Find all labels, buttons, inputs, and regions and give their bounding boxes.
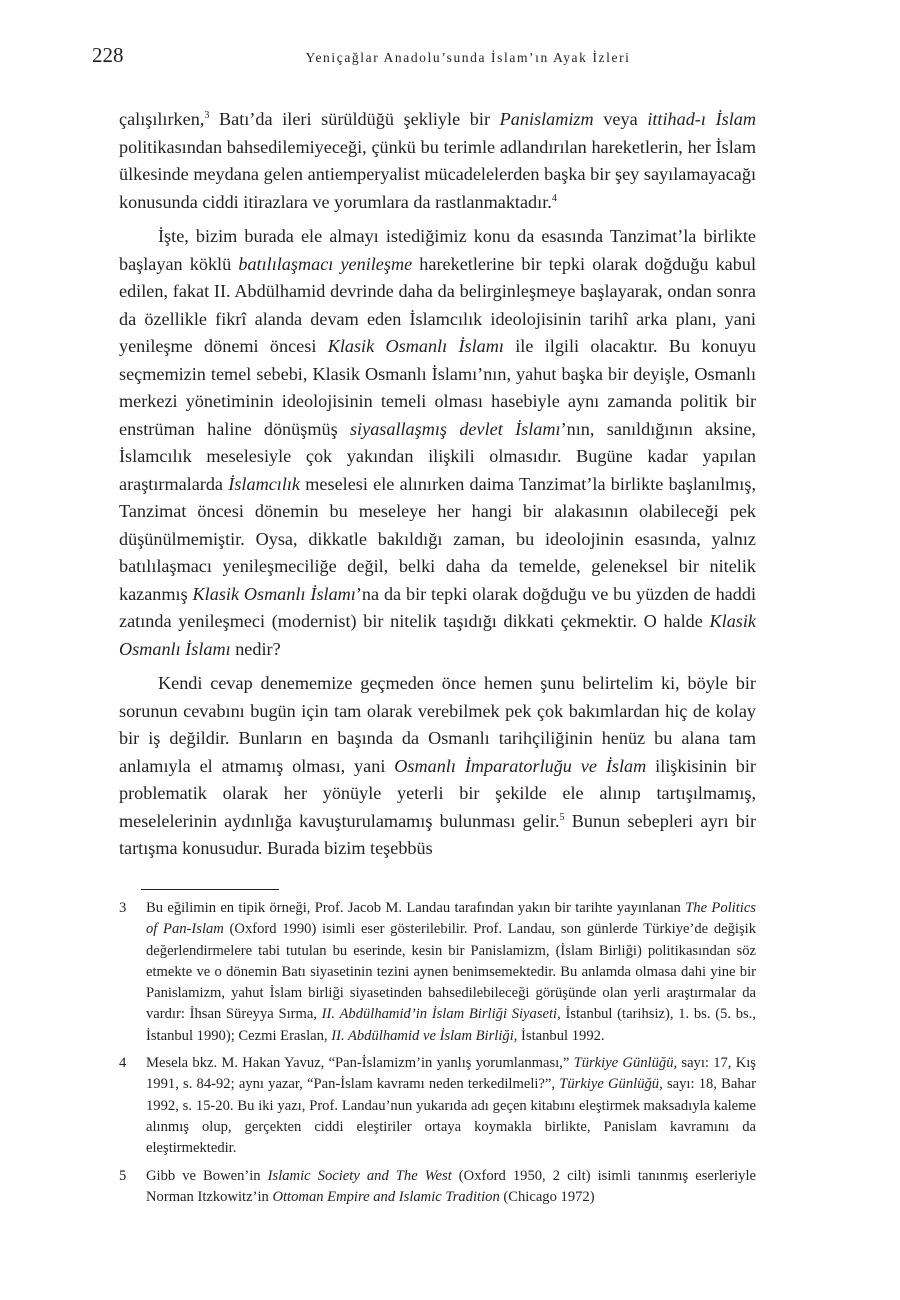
italic-text: Panislamizm bbox=[499, 109, 594, 129]
running-title: Yeniçağlar Anadolu’sunda İslam’ın Ayak İzleri bbox=[305, 50, 631, 65]
text-run: Mesela bkz. M. Hakan Yavuz, “Pan-İslamizm’in yanlış yorumlanması,” bbox=[146, 1055, 574, 1072]
text-run: (Chicago 1972) bbox=[499, 1188, 595, 1205]
footnote-separator bbox=[141, 889, 279, 890]
italic-text: Ottoman Empire and Islamic Tradition bbox=[272, 1188, 500, 1205]
text-run: (Oxford 1990) isimli eser gösterilebilir. Prof. Landau, son günlerde Türkiye’de değişik değerlendirmelere tabi tutulan bu eserinde, kesin bir Panislamizm, (İslam Birliği) politikasından söz etmekte ve o dönemin Batı siyasetinin tezini aynen benimsemektedir. Bu anlamda olmasa dahi yine bir Panislamizm, yahut İslam birliği siyasetinden bahsedilebileceği görüşünde olan yerli araştırmalar da vardır: İhsan Süreyya Sırma, bbox=[146, 921, 756, 1023]
italic-text: Klasik Osmanlı İslamı bbox=[119, 611, 756, 659]
italic-text: Islamic Society and The West bbox=[267, 1167, 452, 1184]
footnote-text bbox=[146, 1053, 756, 1159]
text-run: çalışılırken, bbox=[119, 109, 205, 129]
paragraph bbox=[119, 223, 756, 663]
text-run: ilişkisinin bir problematik olarak her yönüyle yeterli bir şekilde ele alınıp tartışılmamış, meselelerinin aydınlığa kavuşturulamamış bulunması gelir. bbox=[119, 755, 756, 831]
text-run: İstanbul (tarihsiz), 1. bs. (5. bs., İstanbul 1990); Cezmi Eraslan, bbox=[146, 1006, 756, 1044]
text-run: veya bbox=[593, 109, 648, 129]
text-run: meselesi ele alınırken daima Tanzimat’la birlikte başlanılmış, Tanzimat öncesi dönemin bu meseleye her hangi bir alakasının olabileceği pek düşünülmemiştir. Oysa, dikkatle bakıldığı zaman, bu ideolojinin esasında, yalnız batılılaşmacı yenileşmeciliğe değil, belki daha da temelde, geleneksel bir nitelik kazanmış bbox=[119, 473, 756, 604]
text-run: nedir? bbox=[230, 638, 281, 659]
text-run: Bu eğilimin en tipik örneği, Prof. Jacob M. Landau tarafından yakın bir tarihte yayınlanan bbox=[146, 900, 686, 916]
page-number: 228 bbox=[92, 43, 124, 67]
footnote bbox=[119, 1053, 756, 1159]
italic-text: The Politics of Pan-Islam bbox=[146, 900, 756, 938]
text-run: ’nın, sanıldığının aksine, İslamcılık meselesiyle çok yakından ilişkili olmasıdır. Bugüne kadar yapılan araştırmalarda bbox=[119, 418, 756, 494]
text-run: sayı: 18, Bahar 1992, s. 15-20. Bu iki yazı, Prof. Landau’nun yukarıda adı geçen kitabını eleştirmek maksadıyla kaleme alınmış olup, gerçekten ciddi eleştiriler ortaya koymakla birlikte, Panislam kavramını da eleştirmektedir. bbox=[146, 1076, 756, 1157]
italic-text: Osmanlı İmparatorluğu ve İslam bbox=[394, 755, 647, 776]
text-run: sayı: 17, Kış 1991, s. 84-92; aynı yazar, “Pan-İslam kavramı neden terkedilmeli?”, bbox=[146, 1055, 756, 1093]
text-run: İstanbul 1992. bbox=[517, 1027, 605, 1044]
footnote-reference: 3 bbox=[204, 110, 210, 121]
footnote-number: 4 bbox=[119, 1055, 127, 1072]
body-text bbox=[119, 106, 756, 863]
paragraph bbox=[119, 106, 756, 216]
italic-text: batılılaşmacı yenileşme bbox=[238, 253, 413, 274]
italic-text: Klasik Osmanlı İslamı bbox=[192, 583, 356, 604]
text-run: Kendi cevap denememize geçmeden önce hemen şunu belirtelim ki, böyle bir sorunun cevabını bugün için tam olarak verebilmek pek çok bakımlardan hiç de kolay bir iş değildir. Bunların en başında da Osmanlı tarihçiliğinin henüz bu alana tam anlamıyla el atmamış olması, yani bbox=[119, 673, 756, 776]
italic-text: siyasallaşmış devlet İslamı bbox=[349, 418, 561, 439]
text-run: Batı’da ileri sürüldüğü şekliyle bir bbox=[209, 109, 500, 129]
footnote-reference: 4 bbox=[551, 192, 557, 204]
italic-text: Türkiye Günlüğü, bbox=[573, 1055, 678, 1072]
italic-text: İslamcılık bbox=[228, 473, 301, 494]
footnote-number: 5 bbox=[119, 1167, 127, 1184]
text-run: ile ilgili olacaktır. Bu konuyu seçmemizin temel sebebi, Klasik Osmanlı İslamı’nın, yahut başka bir deyişle, Osmanlı merkezi yönetiminin ideolojisinin temeli olması hasebiyle aynı zamanda politik bir enstrüman haline dönüşmüş bbox=[119, 336, 756, 439]
text-run: Gibb ve Bowen’in bbox=[146, 1167, 268, 1184]
text-run: İşte, bizim burada ele almayı istediğimiz konu da esasında Tanzimat’la birlikte başlayan köklü bbox=[119, 226, 756, 274]
paragraph bbox=[119, 670, 756, 863]
italic-text: ittihad-ı İslam bbox=[647, 109, 756, 129]
text-run: ’na da bir tepki olarak doğduğu ve bu yüzden de haddi zatında yenileşmeci (modernist) bir nitelik taşıdığı dikkati çekmektir. O halde bbox=[119, 583, 756, 631]
footnote bbox=[119, 898, 756, 1047]
footnotes bbox=[119, 898, 756, 1208]
italic-text: II. Abdülhamid ve İslam Birliği, bbox=[331, 1027, 518, 1044]
text-run: (Oxford 1950, 2 cilt) isimli tanınmış eserleriyle Norman Itzkowitz’in bbox=[146, 1167, 756, 1205]
text-run: hareketlerine bir tepki olarak doğduğu kabul edilen, fakat II. Abdülhamid devrinde daha da belirginleşmeye başlayarak, ondan sonra da özellikle fikrî alanda devam eden İslamcılık ideolojisinin tarihî arka planı, yani yenileşme dönemi öncesi bbox=[119, 253, 756, 356]
footnote bbox=[119, 1166, 756, 1209]
text-run: Bunun sebepleri ayrı bir tartışma konusudur. Burada bizim teşebbüs bbox=[119, 810, 756, 858]
text-run: politikasından bahsedilemiyeceği, çünkü bu terimle adlandırılan hareketlerin, her İslam ülkesinde meydana gelen antiemperyalist mücadelelerden başka bir şey sayılamayacağı konusunda ciddi itirazlara ve yorumlara da rastlanmaktadır. bbox=[119, 136, 756, 212]
italic-text: Türkiye Günlüğü, bbox=[559, 1076, 663, 1093]
italic-text: II. Abdülhamid’in İslam Birliği Siyaseti, bbox=[321, 1006, 561, 1023]
italic-text: Klasik Osmanlı İslamı bbox=[327, 336, 504, 356]
footnote-reference: 5 bbox=[559, 811, 565, 823]
footnote-text bbox=[146, 898, 756, 1047]
footnote-text bbox=[146, 1166, 756, 1209]
footnote-number: 3 bbox=[119, 900, 127, 916]
